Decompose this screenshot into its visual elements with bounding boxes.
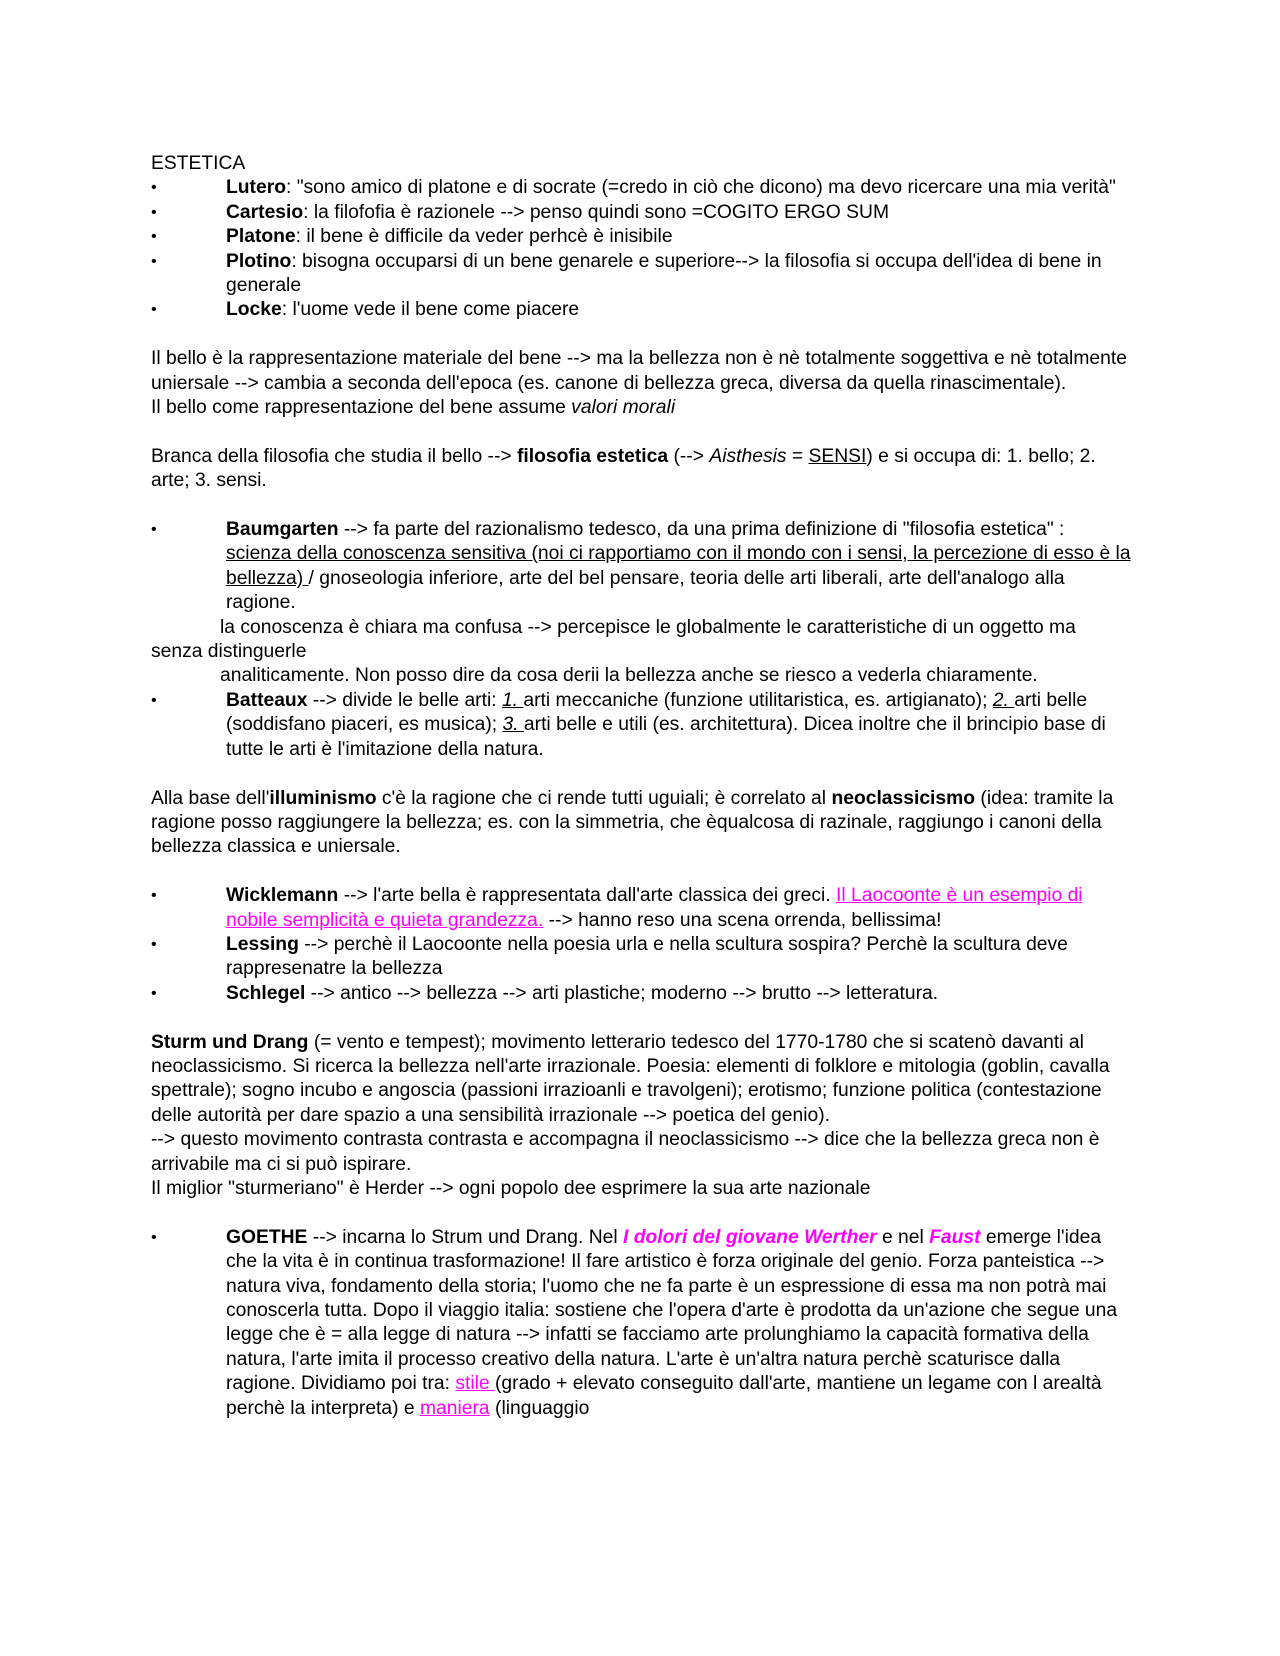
- paragraph-text: (= vento e tempest); movimento letterario tedesco del 1770-1780 che si scatenò davanti al neoclassicismo. Si ricerca la bellezza nell'arte irrazionale. Poesia: elementi di folklore e mitologia (goblin, cavalla spettrale); sogno incubo e angoscia (passioni irrazioanli e travolgeni); erotismo; funzione politica (contestazione delle autorità per dare spazio a una sensibilità irrazionale --> poetica del genio).: [151, 1031, 1110, 1126]
- paragraph-text: (-->: [668, 445, 710, 467]
- paragraph-sturm: [151, 1031, 1131, 1129]
- item-name: Lutero: [226, 177, 286, 199]
- paragraph-branca: [151, 445, 1131, 494]
- item-name: Locke: [226, 299, 282, 321]
- italic-term: Aisthesis: [709, 445, 787, 467]
- item-text: e nel: [876, 1226, 930, 1248]
- paragraph-text: ) e si occupa di: 1. bello; 2. arte; 3. sensi.: [151, 445, 1096, 492]
- item-text: : bisogna occuparsi di un bene genarele e superiore--> la filosofia si occupa dell'idea di bene in generale: [226, 250, 1102, 297]
- paragraph-text: Branca della filosofia che studia il bello -->: [151, 445, 518, 467]
- list-item: [151, 298, 1131, 322]
- list-item-batteaux: [151, 689, 1131, 762]
- bold-term: filosofia estetica: [517, 445, 669, 467]
- stile-link[interactable]: stile: [455, 1373, 495, 1395]
- work-title-faust: Faust: [929, 1226, 981, 1248]
- item-name: GOETHE: [226, 1226, 308, 1248]
- bold-term: Sturm und Drang: [151, 1031, 309, 1053]
- bullet-icon: •: [151, 521, 157, 539]
- laocoonte-link[interactable]: Il Laocoonte è un esempio di nobile semplicità e quieta grandezza.: [226, 885, 1083, 931]
- bullet-icon: •: [151, 691, 157, 709]
- item-text: --> hanno reso una scena orrenda, bellissima!: [543, 909, 942, 931]
- item-text: : la filofofia è razionele --> penso quindi sono =COGITO ERGO SUM: [303, 201, 890, 223]
- paragraph-bello: Il bello è la rappresentazione materiale del bene --> ma la bellezza non è nè totalmente soggettiva e nè totalmente uniersale --> cambia a seconda dell'epoca (es. canone di bellezza greca, diversa da quella rinascimentale).: [151, 348, 1127, 394]
- paragraph-text: Il bello come rappresentazione del bene assume: [151, 397, 572, 419]
- item-text: : il bene è difficile da veder perhcè è inisibile: [295, 226, 673, 248]
- bullet-icon: •: [151, 252, 157, 270]
- paragraph-valori: [151, 396, 1131, 420]
- item-text: --> divide le belle arti:: [307, 689, 502, 711]
- italic-text: valori morali: [571, 397, 676, 419]
- item-text: --> incarna lo Strum und Drang. Nel: [307, 1226, 624, 1248]
- item-text: arti belle (soddisfano piaceri, es musica);: [226, 689, 1088, 736]
- item-text: emerge l'idea che la vita è in continua trasformazione! Il fare artistico è forza originale del genio. Forza panteistica --> natura viva, fondamento della storia; l'uomo che ne fa parte è un espressione di essa ma non potrà mai conoscerla tutta. Dopo il viaggio italia: sostiene che l'opera d'arte è prodotta da un'azione che segue una legge che è = alla legge di natura --> infatti se facciamo arte prolunghiamo la capacità formativa della natura, l'arte imita il processo creativo della natura. L'arte è un'altra natura perchè scaturisce dalla ragione. Dividiamo poi tra:: [226, 1226, 1118, 1395]
- item-name: Plotino: [226, 250, 292, 272]
- item-name: Lessing: [226, 933, 299, 955]
- paragraph-text: =: [786, 445, 809, 467]
- list-item: [151, 225, 1131, 249]
- item-text: --> antico --> bellezza --> arti plastiche; moderno --> brutto --> letteratura.: [305, 982, 939, 1004]
- bullet-icon: •: [151, 887, 157, 905]
- work-title-werther: I dolori del giovane Werther: [623, 1226, 877, 1248]
- paragraph-text: Alla base dell': [151, 787, 270, 809]
- list-item: [151, 176, 1131, 200]
- critics-list: [151, 884, 1131, 1006]
- document-body: [151, 152, 1131, 1421]
- item-text: --> perchè il Laocoonte nella poesia urla e nella scultura sospira? Perchè la scultura deve rappresenatre la bellezza: [226, 933, 1068, 980]
- item-text: (linguaggio: [489, 1397, 590, 1419]
- item-name: Platone: [226, 226, 296, 248]
- bullet-icon: •: [151, 301, 157, 319]
- bullet-icon: •: [151, 1228, 157, 1246]
- goethe-list: [151, 1226, 1131, 1421]
- item-text: --> fa parte del razionalismo tedesco, da una prima definizione di "filosofia estetica" :: [338, 519, 1065, 541]
- continuation-text: la conoscenza è chiara ma confusa --> percepisce le globalmente le caratteristiche di un oggetto ma senza distinguerle: [151, 616, 1076, 663]
- paragraph-sturm-2: --> questo movimento contrasta contrasta e accompagna il neoclassicismo --> dice che la bellezza greca non è arrivabile ma ci si può ispirare.: [151, 1129, 1100, 1175]
- item-text: : "sono amico di platone e di socrate (=credo in ciò che dicono) ma devo ricercare una mia verità": [285, 177, 1116, 199]
- list-item-lessing: [151, 933, 1131, 982]
- continuation-text: analiticamente. Non posso dire da cosa derii la bellezza anche se riesco a vederla chiaramente.: [220, 665, 1038, 687]
- bullet-icon: •: [151, 179, 157, 197]
- item-text: / gnoseologia inferiore, arte del bel pensare, teoria delle arti liberali, arte dell'analogo alla ragione.: [226, 567, 1065, 614]
- bullet-icon: •: [151, 984, 157, 1002]
- paragraph-text: c'è la ragione che ci rende tutti uguiali; è correlato al: [376, 787, 832, 809]
- list-item: [151, 201, 1131, 225]
- underlined-term: SENSI: [808, 445, 867, 467]
- item-name: Schlegel: [226, 982, 306, 1004]
- item-text: arti belle e utili (es. architettura). Dicea inoltre che il brincipio base di tutte le arti è l'imitazione della natura.: [226, 714, 1106, 760]
- list-item-schlegel: [151, 982, 1131, 1006]
- list-item: [151, 250, 1131, 299]
- bold-term: illuminismo: [269, 787, 377, 809]
- list-item-wicklemann: [151, 884, 1131, 933]
- bold-term: neoclassicismo: [831, 787, 976, 809]
- item-text: --> l'arte bella è rappresentata dall'arte classica dei greci.: [338, 885, 837, 907]
- maniera-link[interactable]: maniera: [420, 1397, 490, 1419]
- paragraph-sturm-3: Il miglior "sturmeriano" è Herder --> ogni popolo dee esprimere la sua arte nazionale: [151, 1177, 871, 1199]
- item-name: Wicklemann: [226, 885, 339, 907]
- item-text: arti meccaniche (funzione utilitaristica, es. artigianato);: [523, 689, 993, 711]
- paragraph-text: (idea: tramite la ragione posso raggiungere la bellezza; es. con la simmetria, che èqualcosa di razinale, raggiungo i canoni della bellezza classica e uniersale.: [151, 787, 1114, 858]
- item-name: Batteaux: [226, 689, 308, 711]
- document-title: ESTETICA: [151, 153, 246, 174]
- item-name: Cartesio: [226, 201, 304, 223]
- bullet-icon: •: [151, 935, 157, 953]
- paragraph-illuminismo: [151, 787, 1131, 860]
- item-text: (grado + elevato conseguito dall'arte, mantiene un legame con l arealtà perchè la interpreta) e: [226, 1373, 1102, 1419]
- bullet-icon: •: [151, 228, 157, 246]
- item-name: Baumgarten: [226, 519, 339, 541]
- bullet-icon: •: [151, 203, 157, 221]
- item-text: : l'uome vede il bene come piacere: [281, 299, 580, 321]
- philosophers-list: [151, 176, 1131, 322]
- number-marker: 1.: [501, 689, 524, 711]
- list-item-goethe: [151, 1226, 1131, 1421]
- underlined-definition: scienza della conoscenza sensitiva (noi ci rapportiamo con il mondo con i sensi, la percezione di esso è la bellezza): [226, 543, 1131, 589]
- number-marker: 2.: [992, 689, 1015, 711]
- aesthetics-list: [151, 518, 1131, 762]
- list-item-baumgarten: [151, 518, 1131, 616]
- number-marker: 3.: [502, 714, 524, 736]
